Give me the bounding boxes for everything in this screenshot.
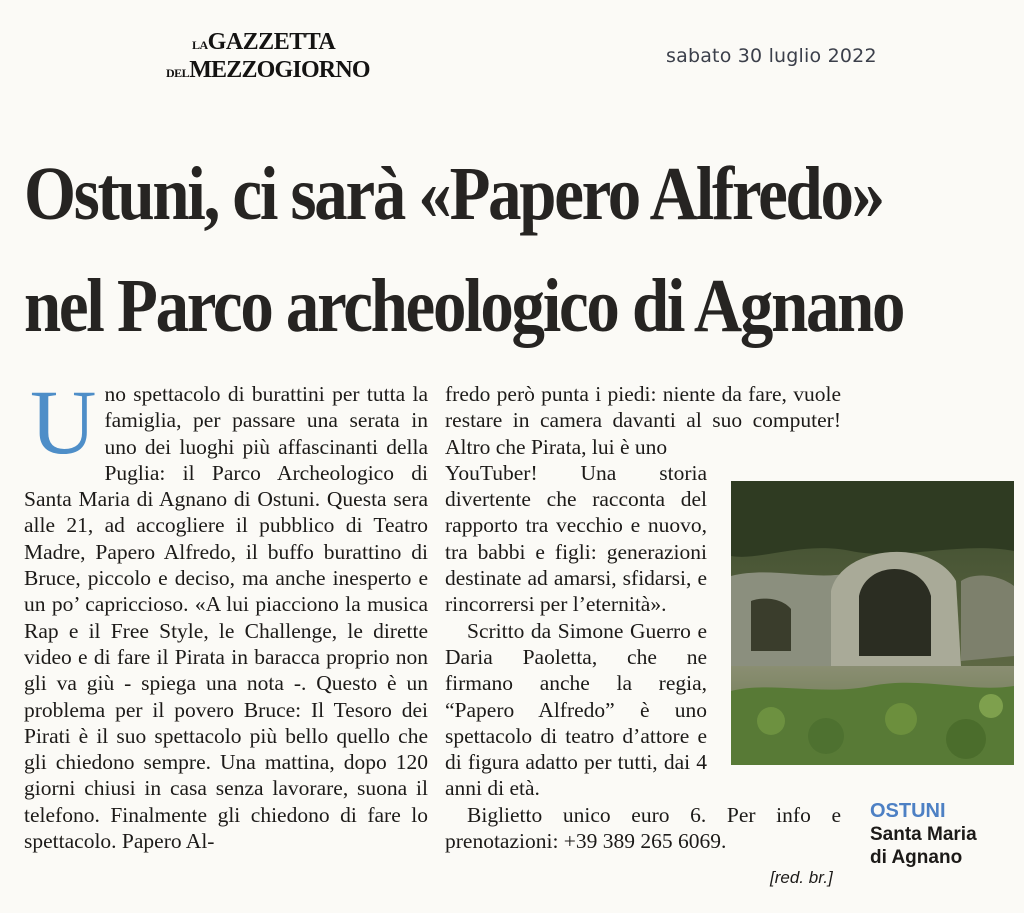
newspaper-masthead [166, 29, 370, 83]
column-2-continuation: fredo però punta i piedi: niente da fare, vuole restare in camera davanti al suo computer! Altro che Pirata, lui è uno [445, 382, 841, 459]
masthead-line-2: DELMEZZOGIORNO [166, 57, 370, 83]
article-column-1 [24, 371, 428, 854]
headline-line-2: nel Parco archeologico di Agnano [24, 264, 904, 348]
caption-line-1: Santa Maria [870, 824, 977, 845]
publication-date: sabato 30 luglio 2022 [666, 45, 877, 67]
drop-cap: U [30, 371, 97, 473]
author-signature: [red. br.] [770, 868, 833, 887]
article-paragraph-3: Biglietto unico euro 6. Per info e prenotazioni: +39 389 265 6069. [445, 802, 841, 854]
column-2-narrow-text: YouTuber! Una storia divertente che racconta del rapporto tra vecchio e nuovo, tra babbi e figli: generazioni destinate ad amarsi, sfidarsi, e rincorrersi per l’eternità». [445, 460, 707, 617]
caption-place: OSTUNI [870, 800, 946, 822]
article-paragraph-2: Scritto da Simone Guerro e Daria Paoletta, che ne firmano anche la regia, “Papero Alfredo” è uno spettacolo di teatro d’attore e di figura adatto per tutti, dai 4 anni di età. [445, 618, 707, 801]
article-paragraph-1: no spettacolo di burattini per tutta la famiglia, per passare una serata in uno dei luoghi più affascinanti della Puglia: il Parco Archeologico di Santa Maria di Agnano di Ostuni. Questa sera alle 21, ad accogliere il pubblico di Teatro Madre, Papero Alfredo, il buffo burattino di Bruce, piccolo e deciso, ma anche inesperto e un po’ capriccioso. «A lui piacciono la musica Rap e il Free Style, le Challenge, le dirette video e di fare il Pirata in baracca proprio non gli va giù - spiega una nota -. Questo è un problema per il povero Bruce: Il Tesoro dei Pirati è il suo spettacolo più bello quello che gli chiedono sempre. Una mattina, dopo 120 giorni chiusi in casa senza lavorare, suona il telefono. Finalmente gli chiedono di fare lo spettacolo. Papero Al- [24, 382, 428, 854]
photo-caption [870, 800, 977, 869]
column-2-narrow-block [445, 460, 707, 802]
headline-line-1: Ostuni, ci sarà «Papero Alfredo» [24, 152, 883, 236]
article-photo [731, 481, 1014, 765]
caption-line-2: di Agnano [870, 847, 963, 868]
article-headline [24, 138, 1014, 362]
masthead-line-1: LAGAZZETTA [192, 29, 336, 55]
archeological-park-photo [731, 481, 1014, 765]
